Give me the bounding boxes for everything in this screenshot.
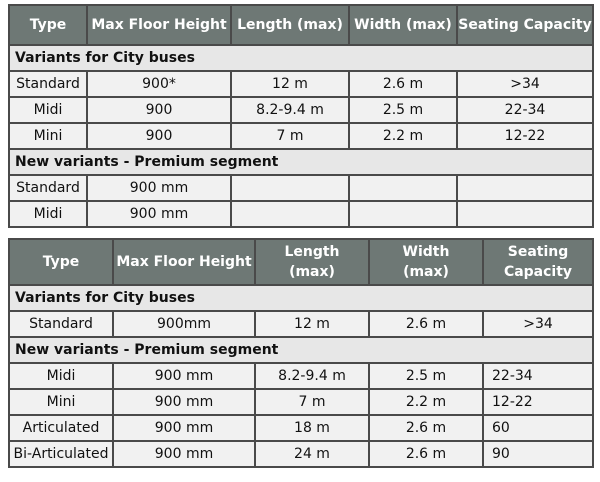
col-header-type: Type <box>9 5 87 45</box>
col-header-width: Width (max) <box>349 5 457 45</box>
cell-floor-height: 900 mm <box>113 389 255 415</box>
section-title-premium-segment: New variants - Premium segment <box>9 337 593 363</box>
section-row <box>9 149 593 175</box>
table-row <box>9 441 593 467</box>
cell-seating: 12-22 <box>457 123 593 149</box>
table-row <box>9 123 593 149</box>
cell-floor-height: 900 mm <box>87 175 231 201</box>
col-header-length: Length (max) <box>231 5 349 45</box>
cell-type: Midi <box>9 201 87 227</box>
bus-specs-table-2 <box>8 238 594 468</box>
cell-length: 12 m <box>231 71 349 97</box>
col-header-max-floor-height: Max Floor Height <box>113 239 255 285</box>
cell-floor-height: 900 mm <box>87 201 231 227</box>
cell-floor-height: 900 mm <box>113 415 255 441</box>
cell-seating: >34 <box>457 71 593 97</box>
cell-seating <box>457 175 593 201</box>
section-row <box>9 337 593 363</box>
section-title-premium-segment: New variants - Premium segment <box>9 149 593 175</box>
section-title-city-buses: Variants for City buses <box>9 45 593 71</box>
table-row <box>9 415 593 441</box>
header-row <box>9 239 593 285</box>
cell-seating: >34 <box>483 311 593 337</box>
cell-type: Mini <box>9 123 87 149</box>
cell-seating: 90 <box>483 441 593 467</box>
cell-length: 8.2-9.4 m <box>231 97 349 123</box>
cell-seating: 60 <box>483 415 593 441</box>
cell-seating: 22-34 <box>483 363 593 389</box>
cell-width <box>349 201 457 227</box>
cell-floor-height: 900mm <box>113 311 255 337</box>
cell-width: 2.6 m <box>369 311 483 337</box>
cell-length: 7 m <box>231 123 349 149</box>
col-header-seating-capacity: Seating Capacity <box>483 239 593 285</box>
header-row <box>9 5 593 45</box>
cell-width: 2.5 m <box>349 97 457 123</box>
col-header-seating-capacity: Seating Capacity <box>457 5 593 45</box>
cell-floor-height: 900 mm <box>113 363 255 389</box>
cell-width: 2.5 m <box>369 363 483 389</box>
cell-seating: 22-34 <box>457 97 593 123</box>
cell-seating: 12-22 <box>483 389 593 415</box>
col-header-length: Length (max) <box>255 239 369 285</box>
table-row <box>9 97 593 123</box>
section-row <box>9 285 593 311</box>
table-row <box>9 201 593 227</box>
table-row <box>9 389 593 415</box>
cell-width: 2.2 m <box>369 389 483 415</box>
cell-seating <box>457 201 593 227</box>
cell-length: 8.2-9.4 m <box>255 363 369 389</box>
cell-width <box>349 175 457 201</box>
col-header-max-floor-height: Max Floor Height <box>87 5 231 45</box>
cell-floor-height: 900 <box>87 97 231 123</box>
table-row <box>9 71 593 97</box>
cell-type: Standard <box>9 311 113 337</box>
bus-specs-table-1 <box>8 4 594 228</box>
cell-width: 2.2 m <box>349 123 457 149</box>
cell-type: Standard <box>9 175 87 201</box>
cell-floor-height: 900 mm <box>113 441 255 467</box>
table-row <box>9 311 593 337</box>
section-row <box>9 45 593 71</box>
col-header-type: Type <box>9 239 113 285</box>
cell-floor-height: 900* <box>87 71 231 97</box>
table-row <box>9 175 593 201</box>
cell-type: Articulated <box>9 415 113 441</box>
cell-type: Midi <box>9 97 87 123</box>
cell-floor-height: 900 <box>87 123 231 149</box>
section-title-city-buses: Variants for City buses <box>9 285 593 311</box>
cell-length: 18 m <box>255 415 369 441</box>
col-header-width: Width (max) <box>369 239 483 285</box>
cell-type: Mini <box>9 389 113 415</box>
cell-length: 7 m <box>255 389 369 415</box>
cell-type: Bi-Articulated <box>9 441 113 467</box>
cell-width: 2.6 m <box>369 441 483 467</box>
cell-type: Standard <box>9 71 87 97</box>
cell-length <box>231 201 349 227</box>
cell-length <box>231 175 349 201</box>
cell-width: 2.6 m <box>369 415 483 441</box>
cell-length: 24 m <box>255 441 369 467</box>
cell-type: Midi <box>9 363 113 389</box>
table-row <box>9 363 593 389</box>
cell-width: 2.6 m <box>349 71 457 97</box>
cell-length: 12 m <box>255 311 369 337</box>
